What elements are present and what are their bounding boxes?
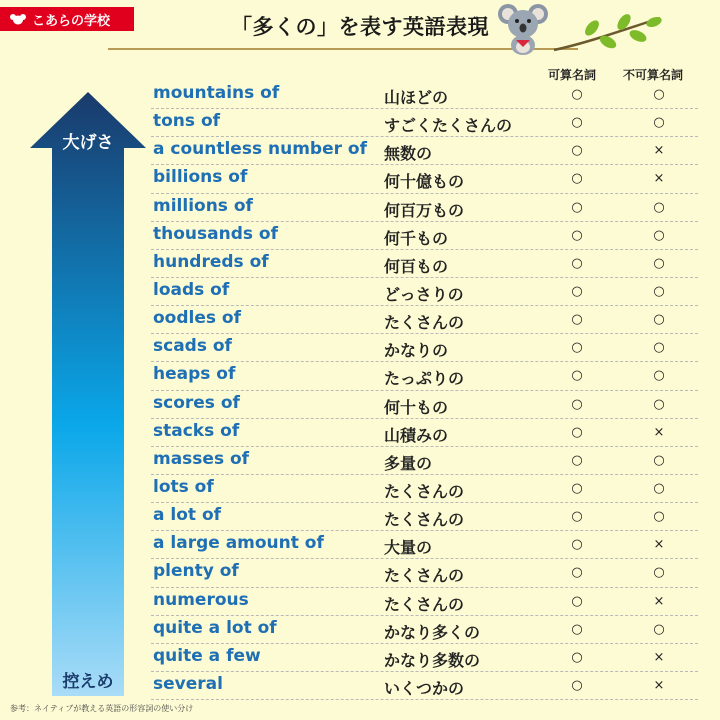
- uncountable-mark: ○: [653, 565, 665, 581]
- table-row: [151, 503, 698, 531]
- english-phrase: lots of: [153, 476, 214, 497]
- countable-mark: ○: [571, 199, 583, 215]
- countable-mark: ○: [571, 255, 583, 271]
- table-row: [151, 644, 698, 672]
- table-row: [151, 334, 698, 362]
- page-title: 「多くの」を表す英語表現: [231, 15, 489, 39]
- uncountable-mark: ×: [653, 171, 665, 187]
- uncountable-mark: ○: [653, 283, 665, 299]
- english-phrase: a lot of: [153, 505, 222, 526]
- table-row: [151, 559, 698, 587]
- japanese-meaning: すごくたくさんの: [384, 116, 513, 136]
- table-row: [151, 81, 698, 109]
- table-row: [151, 447, 698, 475]
- english-phrase: heaps of: [153, 364, 236, 385]
- table-row: [151, 306, 698, 334]
- english-phrase: stacks of: [153, 420, 240, 441]
- uncountable-mark: ○: [653, 509, 665, 525]
- table-row: [151, 391, 698, 419]
- japanese-meaning: たくさんの: [384, 481, 465, 501]
- countable-mark: ○: [571, 171, 583, 187]
- english-phrase: loads of: [153, 279, 230, 300]
- japanese-meaning: たっぷりの: [384, 369, 465, 389]
- japanese-meaning: 無数の: [384, 144, 433, 164]
- uncountable-mark: ○: [653, 87, 665, 102]
- table-row: [151, 222, 698, 250]
- english-phrase: a countless number of: [153, 139, 367, 160]
- countable-mark: ○: [571, 480, 583, 496]
- uncountable-mark: ×: [653, 143, 665, 159]
- japanese-meaning: どっさりの: [384, 284, 464, 304]
- uncountable-mark: ○: [653, 199, 665, 215]
- countable-mark: ○: [571, 227, 583, 243]
- uncountable-mark: ×: [653, 424, 665, 440]
- english-phrase: plenty of: [153, 561, 239, 582]
- english-phrase: scads of: [153, 336, 232, 357]
- uncountable-mark: ○: [653, 255, 665, 271]
- japanese-meaning: 山ほどの: [384, 88, 449, 107]
- countable-mark: ○: [571, 509, 583, 525]
- english-phrase: tons of: [153, 111, 221, 132]
- japanese-meaning: 何百万もの: [384, 200, 465, 220]
- japanese-meaning: 山積みの: [384, 425, 449, 445]
- uncountable-mark: ○: [653, 621, 665, 637]
- english-phrase: billions of: [153, 167, 248, 188]
- countable-mark: ○: [571, 143, 583, 159]
- intensity-arrow: [30, 92, 146, 696]
- table-row: [151, 362, 698, 390]
- expression-table: [151, 81, 698, 700]
- japanese-meaning: いくつかの: [384, 678, 465, 698]
- english-phrase: hundreds of: [153, 251, 269, 272]
- countable-mark: ○: [571, 649, 583, 665]
- countable-mark: ○: [571, 312, 583, 328]
- table-row: [151, 165, 698, 193]
- english-phrase: several: [153, 673, 223, 694]
- japanese-meaning: 何十もの: [384, 397, 449, 417]
- uncountable-mark: ○: [653, 480, 665, 496]
- uncountable-mark: ○: [653, 396, 665, 412]
- uncountable-mark: ○: [653, 227, 665, 243]
- countable-mark: ○: [571, 452, 583, 468]
- japanese-meaning: たくさんの: [384, 566, 465, 586]
- countable-mark: ○: [571, 396, 583, 412]
- countable-mark: ○: [571, 677, 583, 693]
- up-arrow-icon: [30, 92, 146, 696]
- uncountable-mark: ×: [653, 537, 665, 553]
- japanese-meaning: たくさんの: [384, 510, 465, 530]
- japanese-meaning: 何千もの: [384, 228, 449, 248]
- brand-name: こあらの学校: [32, 13, 111, 29]
- japanese-meaning: かなりの: [384, 341, 449, 361]
- english-phrase: quite a lot of: [153, 617, 277, 638]
- table-row: [151, 137, 698, 165]
- english-phrase: thousands of: [153, 223, 278, 244]
- english-phrase: scores of: [153, 392, 240, 413]
- uncountable-mark: ×: [653, 649, 665, 665]
- japanese-meaning: 大量の: [384, 538, 433, 558]
- table-row: [151, 588, 698, 616]
- countable-mark: ○: [571, 87, 583, 102]
- countable-mark: ○: [571, 593, 583, 609]
- koala-mascot-icon: [497, 0, 549, 56]
- leaf-branch-icon: [552, 12, 664, 54]
- table-row: [151, 194, 698, 222]
- countable-mark: ○: [571, 283, 583, 299]
- japanese-meaning: たくさんの: [384, 594, 465, 614]
- countable-mark: ○: [571, 537, 583, 553]
- column-header-countable: 可算名詞: [548, 68, 597, 82]
- english-phrase: numerous: [153, 589, 249, 610]
- table-row: [151, 616, 698, 644]
- english-phrase: millions of: [153, 195, 253, 216]
- japanese-meaning: 何百もの: [384, 256, 449, 276]
- uncountable-mark: ×: [653, 593, 665, 609]
- countable-mark: ○: [571, 621, 583, 637]
- english-phrase: mountains of: [153, 83, 280, 103]
- japanese-meaning: 多量の: [384, 453, 433, 473]
- uncountable-mark: ×: [653, 677, 665, 693]
- english-phrase: a large amount of: [153, 533, 324, 554]
- countable-mark: ○: [571, 368, 583, 384]
- table-row: [151, 250, 698, 278]
- english-phrase: oodles of: [153, 308, 241, 329]
- column-header-uncountable: 不可算名詞: [623, 68, 684, 82]
- table-row: [151, 672, 698, 700]
- countable-mark: ○: [571, 424, 583, 440]
- arrow-label-bottom: 控えめ: [62, 672, 114, 692]
- table-row: [151, 419, 698, 447]
- uncountable-mark: ○: [653, 452, 665, 468]
- japanese-meaning: たくさんの: [384, 313, 465, 333]
- english-phrase: masses of: [153, 448, 250, 469]
- japanese-meaning: 何十億もの: [384, 172, 465, 192]
- uncountable-mark: ○: [653, 115, 665, 131]
- countable-mark: ○: [571, 565, 583, 581]
- countable-mark: ○: [571, 115, 583, 131]
- countable-mark: ○: [571, 340, 583, 356]
- table-row: [151, 531, 698, 559]
- japanese-meaning: かなり多くの: [384, 622, 481, 642]
- uncountable-mark: ○: [653, 340, 665, 356]
- uncountable-mark: ○: [653, 368, 665, 384]
- arrow-label-top: 大げさ: [62, 133, 114, 153]
- japanese-meaning: かなり多数の: [384, 650, 481, 670]
- footnote: 参考：ネイティブが教える英語の形容詞の使い分け: [10, 704, 194, 713]
- english-phrase: quite a few: [153, 645, 261, 666]
- table-row: [151, 109, 698, 137]
- table-row: [151, 475, 698, 503]
- uncountable-mark: ○: [653, 312, 665, 328]
- table-row: [151, 278, 698, 306]
